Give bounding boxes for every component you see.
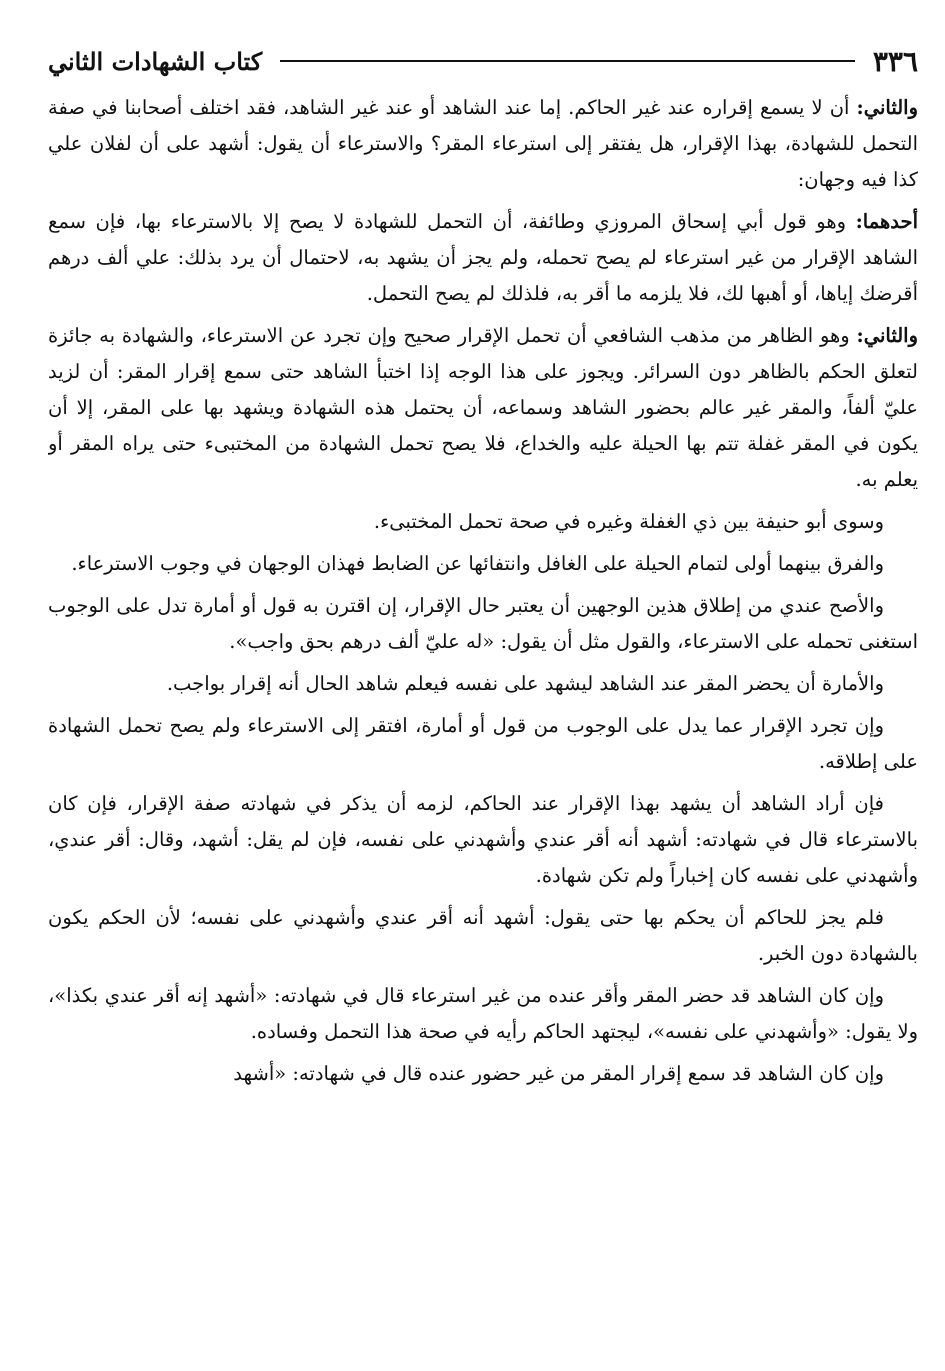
paragraph-text: وهو قول أبي إسحاق المروزي وطائفة، أن التحمل للشهادة لا يصح إلا بالاسترعاء بها، فإن سمع الشاهد الإقرار من غير استرعاء لم يصح تحمله، ولم يجز أن يشهد به، لاحتمال أن يرد بذلك: علي ألف درهم أقرضك إياها، أو أهبها لك، فلا يلزمه ما أقر به، فلذلك لم يصح التحمل. xyxy=(48,210,918,305)
paragraph xyxy=(48,900,918,972)
paragraph xyxy=(48,978,918,1050)
header-rule xyxy=(280,60,855,62)
paragraph xyxy=(48,1056,918,1092)
page-number: ٣٣٦ xyxy=(872,44,918,78)
paragraph xyxy=(48,204,918,312)
paragraph xyxy=(48,708,918,780)
book-title: كتاب الشهادات الثاني xyxy=(48,46,263,76)
page-body xyxy=(48,90,918,1092)
paragraph-text: وإن كان الشاهد قد سمع إقرار المقر من غير حضور عنده قال في شهادته: «أشهد xyxy=(233,1062,884,1085)
paragraph-text: أن لا يسمع إقراره عند غير الحاكم. إما عند الشاهد أو عند غير الشاهد، فقد اختلف أصحابنا في صفة التحمل للشهادة، بهذا الإقرار، هل يفتقر إلى استرعاء المقر؟ والاسترعاء أن يقول: أشهد على أن لفلان علي كذا فيه وجهان: xyxy=(48,96,918,191)
paragraph-text: وسوى أبو حنيفة بين ذي الغفلة وغيره في صحة تحمل المختبىء. xyxy=(373,510,884,533)
paragraph-text: فلم يجز للحاكم أن يحكم بها حتى يقول: أشهد أنه أقر عندي وأشهدني على نفسه؛ لأن الحكم يكون بالشهادة دون الخبر. xyxy=(48,906,918,965)
paragraph-text: وإن تجرد الإقرار عما يدل على الوجوب من قول أو أمارة، افتقر إلى الاسترعاء ولم يصح تحمل الشهادة على إطلاقه. xyxy=(48,714,918,773)
paragraph xyxy=(48,588,918,660)
paragraph-text: وإن كان الشاهد قد حضر المقر وأقر عنده من غير استرعاء قال في شهادته: «أشهد إنه أقر عندي بكذا»، ولا يقول: «وأشهدني على نفسه»، ليجتهد الحاكم رأيه في صحة هذا التحمل وفساده. xyxy=(48,984,918,1043)
paragraph-text: والأصح عندي من إطلاق هذين الوجهين أن يعتبر حال الإقرار، إن اقترن به قول أو أمارة تدل على الوجوب استغنى تحمله على الاسترعاء، والقول مثل أن يقول: «له عليّ ألف درهم بحق واجب». xyxy=(48,594,918,653)
paragraph xyxy=(48,90,918,198)
paragraph-text: فإن أراد الشاهد أن يشهد بهذا الإقرار عند الحاكم، لزمه أن يذكر في شهادته صفة الإقرار، فإن كان بالاسترعاء قال في شهادته: أشهد أنه أقر عندي وأشهدني على نفسه، فإن لم يقل: أشهد، وقال: أقر عندي، وأشهدني على نفسه كان إخباراً ولم تكن شهادة. xyxy=(48,792,918,887)
paragraph-text: وهو الظاهر من مذهب الشافعي أن تحمل الإقرار صحيح وإن تجرد عن الاسترعاء، والشهادة به جائزة لتعلق الحكم بالظاهر دون السرائر. ويجوز على هذا الوجه إذا اختبأ الشاهد حتى سمع إقرار المقر: أن لزيد عليّ ألفاً، والمقر غير عالم بحضور الشاهد وسماعه، أن يحتمل هذه الشهادة ويشهد بها على المقر، إلا أن يكون في المقر غفلة تتم بها الحيلة عليه والخداع، فلا يصح تحمل الشهادة من المختبىء حتى يراه المقر أو يعلم به. xyxy=(48,324,918,491)
paragraph xyxy=(48,318,918,498)
paragraph xyxy=(48,504,918,540)
page-header xyxy=(48,38,918,84)
paragraph-lead: والثاني: xyxy=(856,96,918,119)
paragraph-text: والفرق بينهما أولى لتمام الحيلة على الغافل وانتفائها عن الضابط فهذان الوجهان في وجوب الاسترعاء. xyxy=(71,552,884,575)
document-page xyxy=(48,38,918,1358)
paragraph xyxy=(48,666,918,702)
paragraph-text: والأمارة أن يحضر المقر عند الشاهد ليشهد على نفسه فيعلم شاهد الحال أنه إقرار بواجب. xyxy=(166,672,884,695)
paragraph xyxy=(48,546,918,582)
paragraph xyxy=(48,786,918,894)
paragraph-lead: أحدهما: xyxy=(855,210,918,233)
paragraph-lead: والثاني: xyxy=(856,324,918,347)
